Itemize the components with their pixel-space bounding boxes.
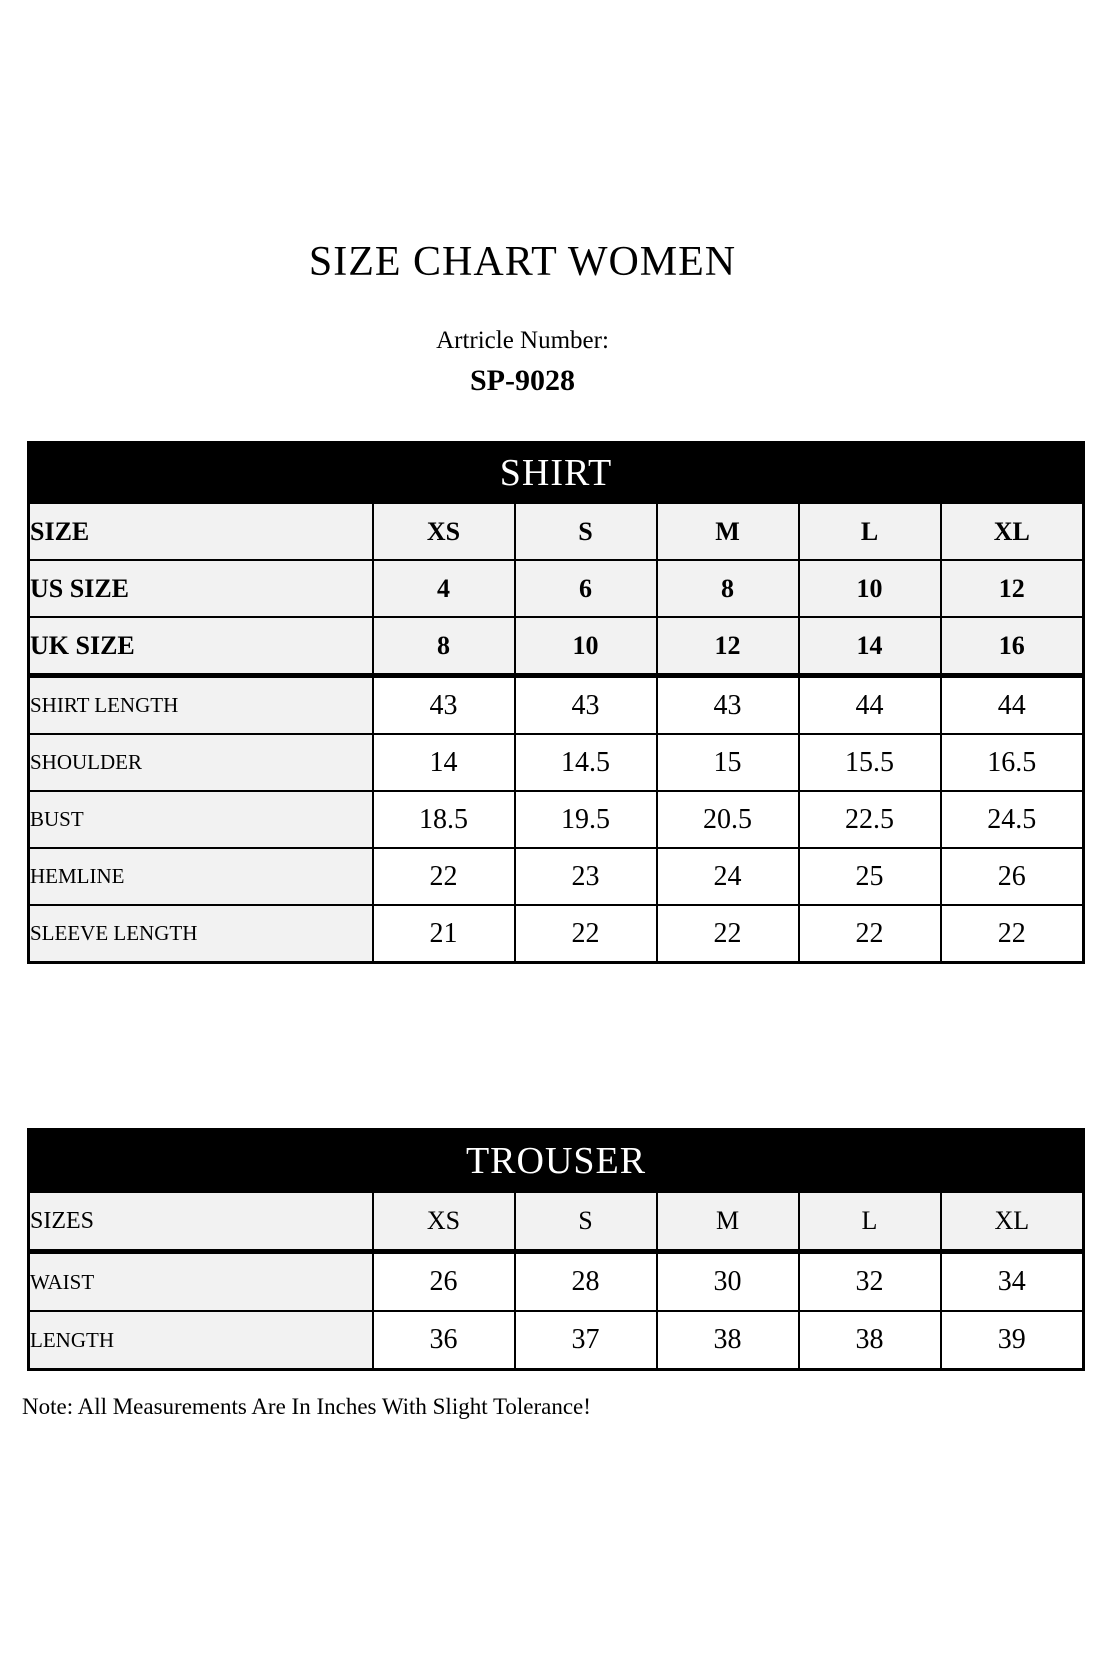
measure-cell: 22 bbox=[657, 905, 799, 963]
size-cell: 12 bbox=[657, 617, 799, 676]
measure-cell: 16.5 bbox=[941, 734, 1084, 791]
table-row-size bbox=[29, 503, 1084, 560]
measure-cell: 38 bbox=[657, 1311, 799, 1370]
measure-cell: 19.5 bbox=[515, 791, 657, 848]
row-label: HEMLINE bbox=[29, 848, 373, 905]
size-cell: 8 bbox=[657, 560, 799, 617]
row-label: SIZE bbox=[29, 503, 373, 560]
size-cell: XS bbox=[373, 503, 515, 560]
measure-cell: 43 bbox=[515, 676, 657, 735]
measure-cell: 15.5 bbox=[799, 734, 941, 791]
row-label: US SIZE bbox=[29, 560, 373, 617]
measure-cell: 39 bbox=[941, 1311, 1084, 1370]
size-cell: 16 bbox=[941, 617, 1084, 676]
row-label: LENGTH bbox=[29, 1311, 373, 1370]
row-label: SHOULDER bbox=[29, 734, 373, 791]
row-label: SHIRT LENGTH bbox=[29, 676, 373, 735]
trouser-table-title: TROUSER bbox=[29, 1130, 1084, 1193]
measure-cell: 37 bbox=[515, 1311, 657, 1370]
row-label: SLEEVE LENGTH bbox=[29, 905, 373, 963]
table-row-shoulder bbox=[29, 734, 1084, 791]
row-label: WAIST bbox=[29, 1252, 373, 1312]
measure-cell: 38 bbox=[799, 1311, 941, 1370]
size-cell: 10 bbox=[799, 560, 941, 617]
measure-cell: 44 bbox=[799, 676, 941, 735]
measure-cell: 22.5 bbox=[799, 791, 941, 848]
page-title: SIZE CHART WOMEN bbox=[308, 239, 737, 285]
measure-cell: 34 bbox=[941, 1252, 1084, 1312]
row-label: SIZES bbox=[29, 1192, 373, 1252]
table-row-length bbox=[29, 1311, 1084, 1370]
measure-cell: 32 bbox=[799, 1252, 941, 1312]
size-cell: 12 bbox=[941, 560, 1084, 617]
size-cell: 10 bbox=[515, 617, 657, 676]
size-cell: 14 bbox=[799, 617, 941, 676]
note-text: Note: All Measurements Are In Inches With Slight Tolerance! bbox=[22, 1394, 591, 1419]
measure-cell: 43 bbox=[373, 676, 515, 735]
size-cell: XL bbox=[941, 503, 1084, 560]
size-cell: L bbox=[799, 1192, 941, 1252]
table-row-sizes bbox=[29, 1192, 1084, 1252]
size-cell: 6 bbox=[515, 560, 657, 617]
measure-cell: 44 bbox=[941, 676, 1084, 735]
shirt-table-title: SHIRT bbox=[29, 443, 1084, 504]
size-cell: 4 bbox=[373, 560, 515, 617]
measure-cell: 30 bbox=[657, 1252, 799, 1312]
measure-cell: 20.5 bbox=[657, 791, 799, 848]
size-cell: XS bbox=[373, 1192, 515, 1252]
table-row-us-size bbox=[29, 560, 1084, 617]
measure-cell: 25 bbox=[799, 848, 941, 905]
table-row-uk-size bbox=[29, 617, 1084, 676]
measure-cell: 26 bbox=[373, 1252, 515, 1312]
row-label: UK SIZE bbox=[29, 617, 373, 676]
table-row-shirt-length bbox=[29, 676, 1084, 735]
table-row-hemline bbox=[29, 848, 1084, 905]
article-number-value: SP-9028 bbox=[470, 364, 575, 397]
measure-cell: 18.5 bbox=[373, 791, 515, 848]
measure-cell: 43 bbox=[657, 676, 799, 735]
measure-cell: 26 bbox=[941, 848, 1084, 905]
measure-cell: 24 bbox=[657, 848, 799, 905]
table-row-bust bbox=[29, 791, 1084, 848]
measure-cell: 14.5 bbox=[515, 734, 657, 791]
table-row-sleeve-length bbox=[29, 905, 1084, 963]
article-number-label: Artricle Number: bbox=[436, 327, 609, 354]
measure-cell: 36 bbox=[373, 1311, 515, 1370]
size-cell: S bbox=[515, 503, 657, 560]
trouser-size-table bbox=[27, 1128, 1085, 1371]
measure-cell: 22 bbox=[799, 905, 941, 963]
measure-cell: 15 bbox=[657, 734, 799, 791]
size-cell: 8 bbox=[373, 617, 515, 676]
measure-cell: 22 bbox=[373, 848, 515, 905]
size-cell: XL bbox=[941, 1192, 1084, 1252]
measure-cell: 21 bbox=[373, 905, 515, 963]
size-cell: S bbox=[515, 1192, 657, 1252]
measure-cell: 14 bbox=[373, 734, 515, 791]
size-cell: L bbox=[799, 503, 941, 560]
measure-cell: 28 bbox=[515, 1252, 657, 1312]
shirt-table-title-row bbox=[29, 443, 1084, 504]
size-cell: M bbox=[657, 503, 799, 560]
row-label: BUST bbox=[29, 791, 373, 848]
measure-cell: 22 bbox=[941, 905, 1084, 963]
measure-cell: 22 bbox=[515, 905, 657, 963]
size-cell: M bbox=[657, 1192, 799, 1252]
table-row-waist bbox=[29, 1252, 1084, 1312]
measure-cell: 24.5 bbox=[941, 791, 1084, 848]
shirt-size-table bbox=[27, 441, 1085, 964]
trouser-table-title-row bbox=[29, 1130, 1084, 1193]
measure-cell: 23 bbox=[515, 848, 657, 905]
